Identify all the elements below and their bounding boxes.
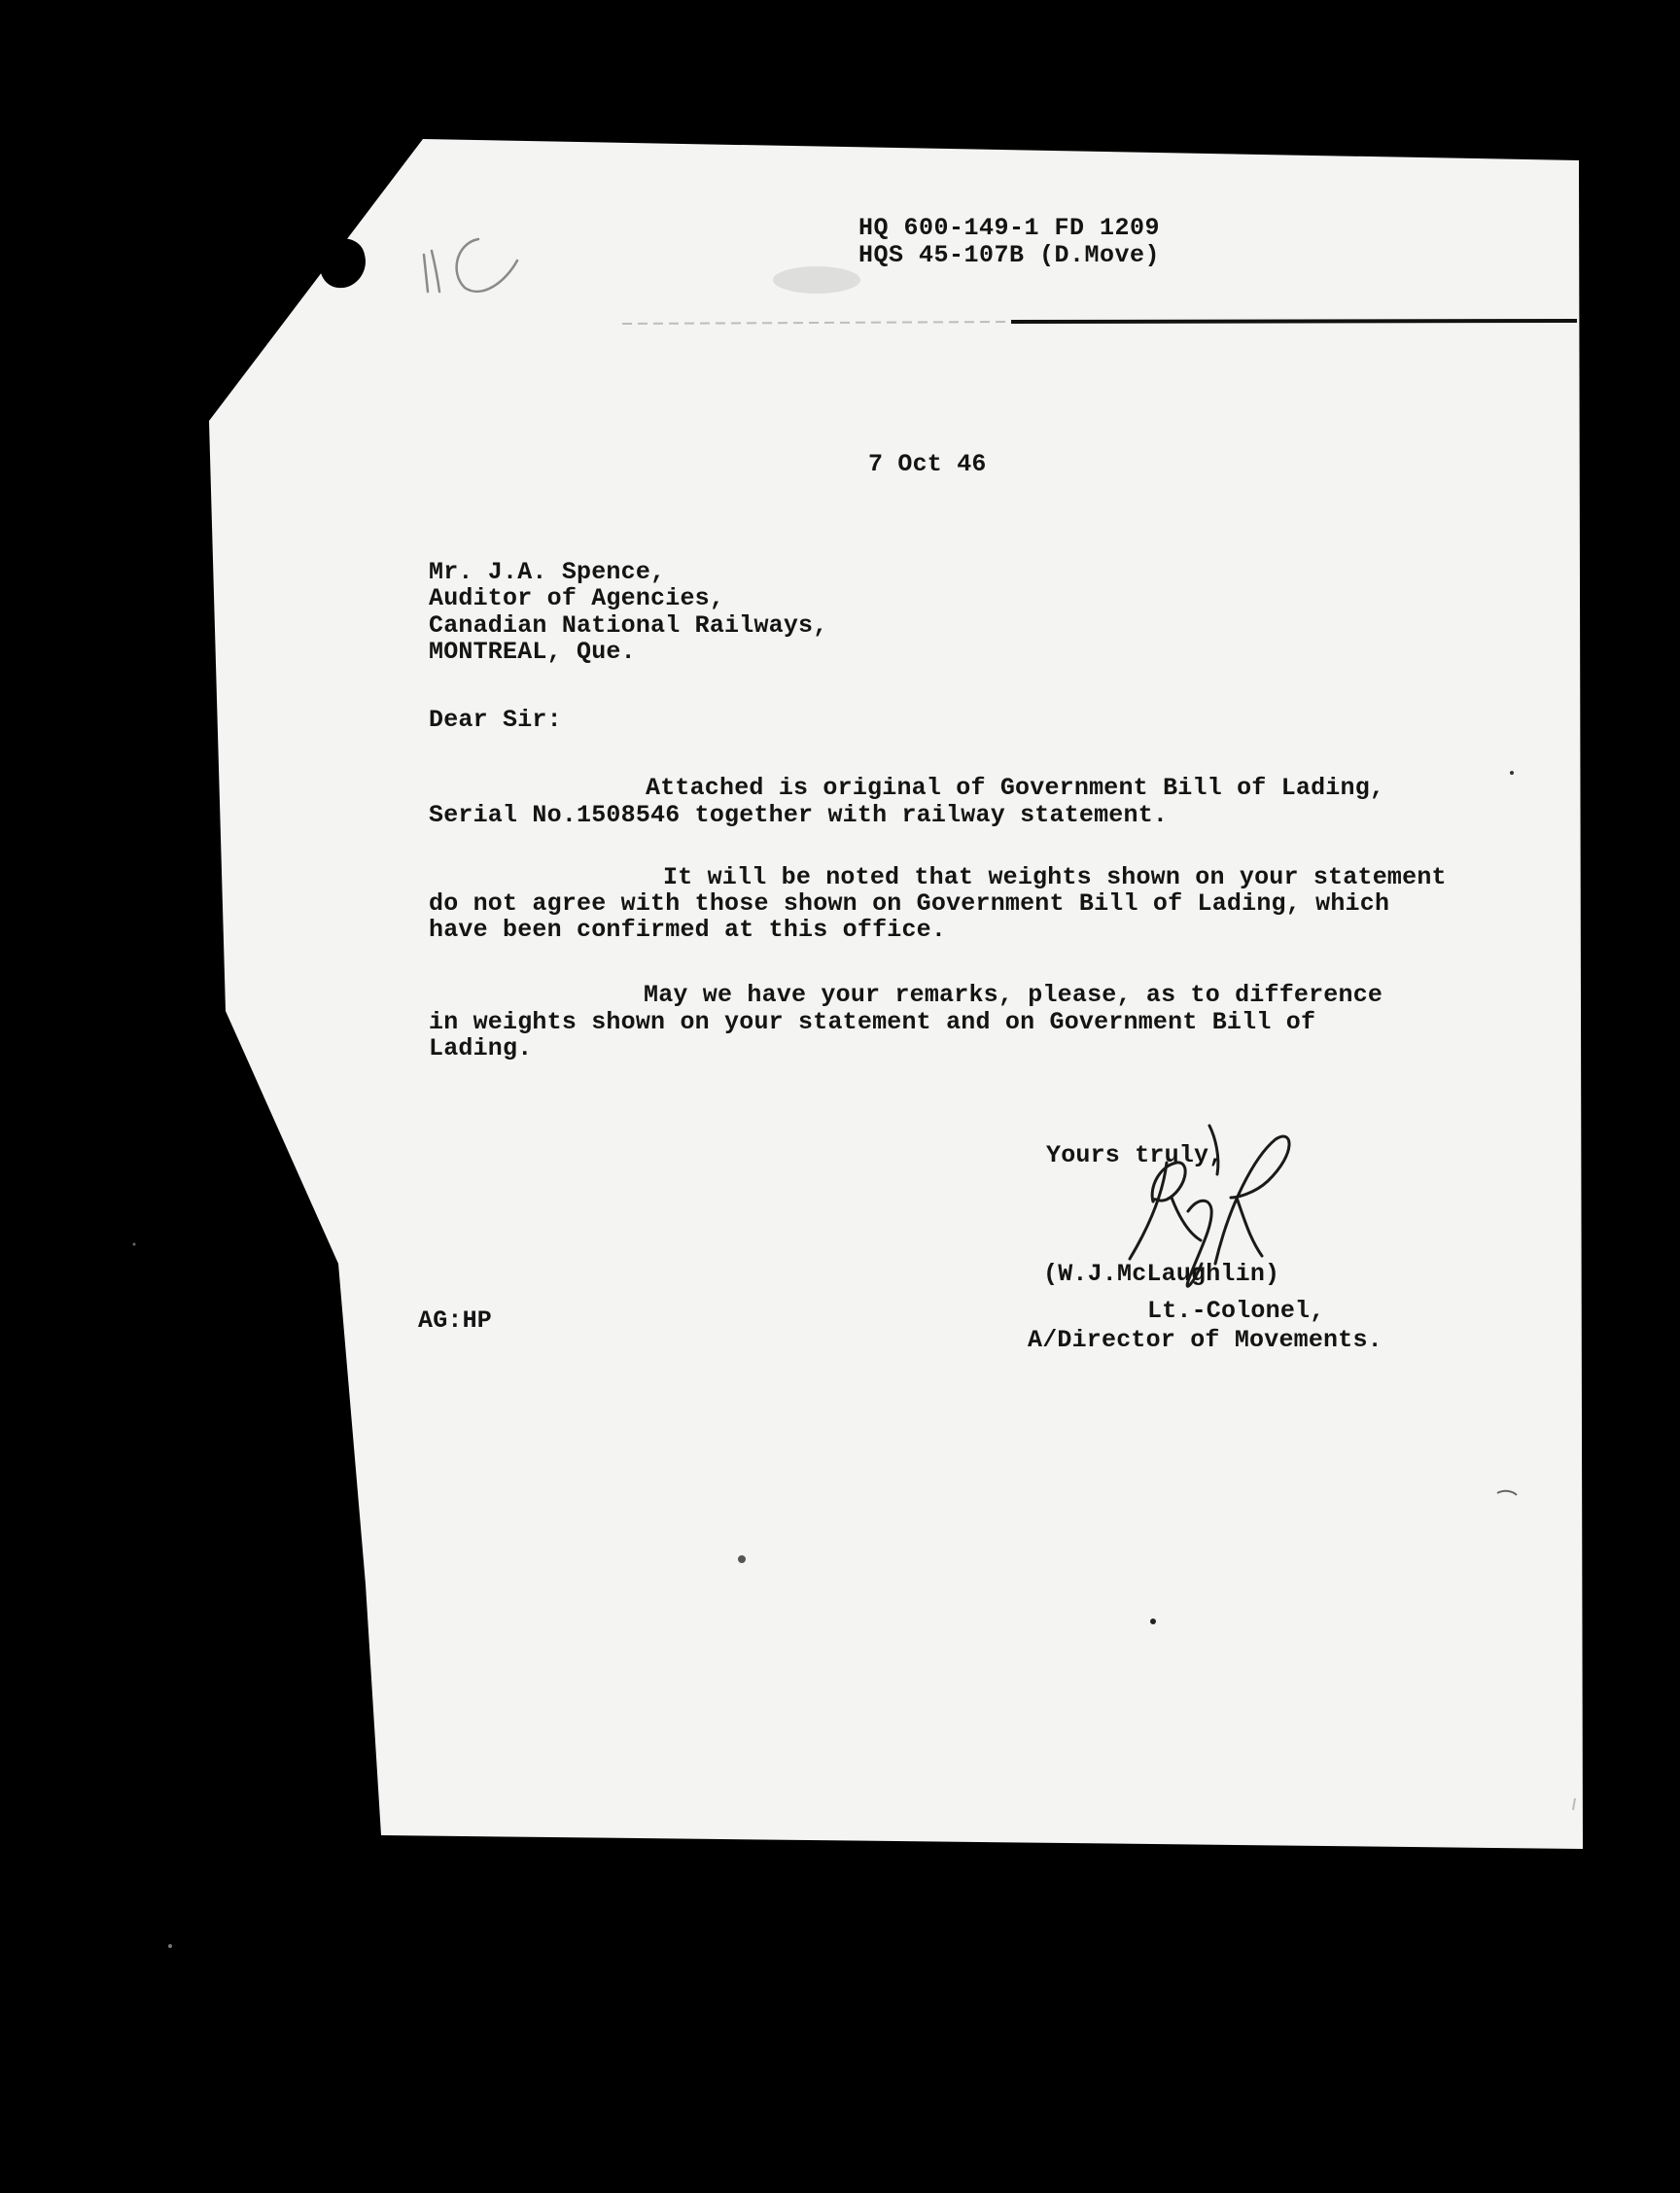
paragraph-line: in weights shown on your statement and on Government Bill of xyxy=(429,1008,1316,1036)
salutation: Dear Sir: xyxy=(429,706,562,734)
paragraph-line: do not agree with those shown on Government Bill of Lading, which xyxy=(429,889,1390,918)
paragraph-line: have been confirmed at this office. xyxy=(429,916,947,944)
letter-date: 7 Oct 46 xyxy=(868,450,987,478)
signatory-position: A/Director of Movements. xyxy=(1028,1326,1382,1354)
paragraph-line: Lading. xyxy=(429,1034,533,1062)
paragraph-line: May we have your remarks, please, as to difference xyxy=(644,981,1383,1009)
complimentary-close: Yours truly, xyxy=(1046,1141,1224,1169)
paragraph-line: Serial No.1508546 together with railway statement. xyxy=(429,801,1169,829)
paragraph-line: It will be noted that weights shown on your statement xyxy=(663,863,1447,891)
addressee-title: Auditor of Agencies, xyxy=(429,584,725,612)
file-reference-line-1: HQ 600-149-1 FD 1209 xyxy=(858,214,1161,242)
paper-speck xyxy=(1150,1619,1156,1624)
background-speck xyxy=(133,1243,136,1246)
addressee-name: Mr. J.A. Spence, xyxy=(429,558,666,586)
signatory-rank: Lt.-Colonel, xyxy=(1147,1297,1325,1325)
reference-initials: AG:HP xyxy=(418,1306,493,1335)
paragraph-line: Attached is original of Government Bill of Lading, xyxy=(646,774,1385,802)
paper-speck xyxy=(1510,771,1514,775)
file-reference-line-2: HQS 45-107B (D.Move) xyxy=(858,241,1161,269)
paper-smudge xyxy=(773,266,860,294)
signatory-name: (W.J.McLaughlin) xyxy=(1043,1260,1280,1288)
addressee-city: MONTREAL, Que. xyxy=(429,638,636,666)
addressee-company: Canadian National Railways, xyxy=(429,611,828,640)
paper-speck xyxy=(738,1555,746,1563)
fold-line xyxy=(1011,321,1577,322)
background-speck xyxy=(168,1944,172,1948)
